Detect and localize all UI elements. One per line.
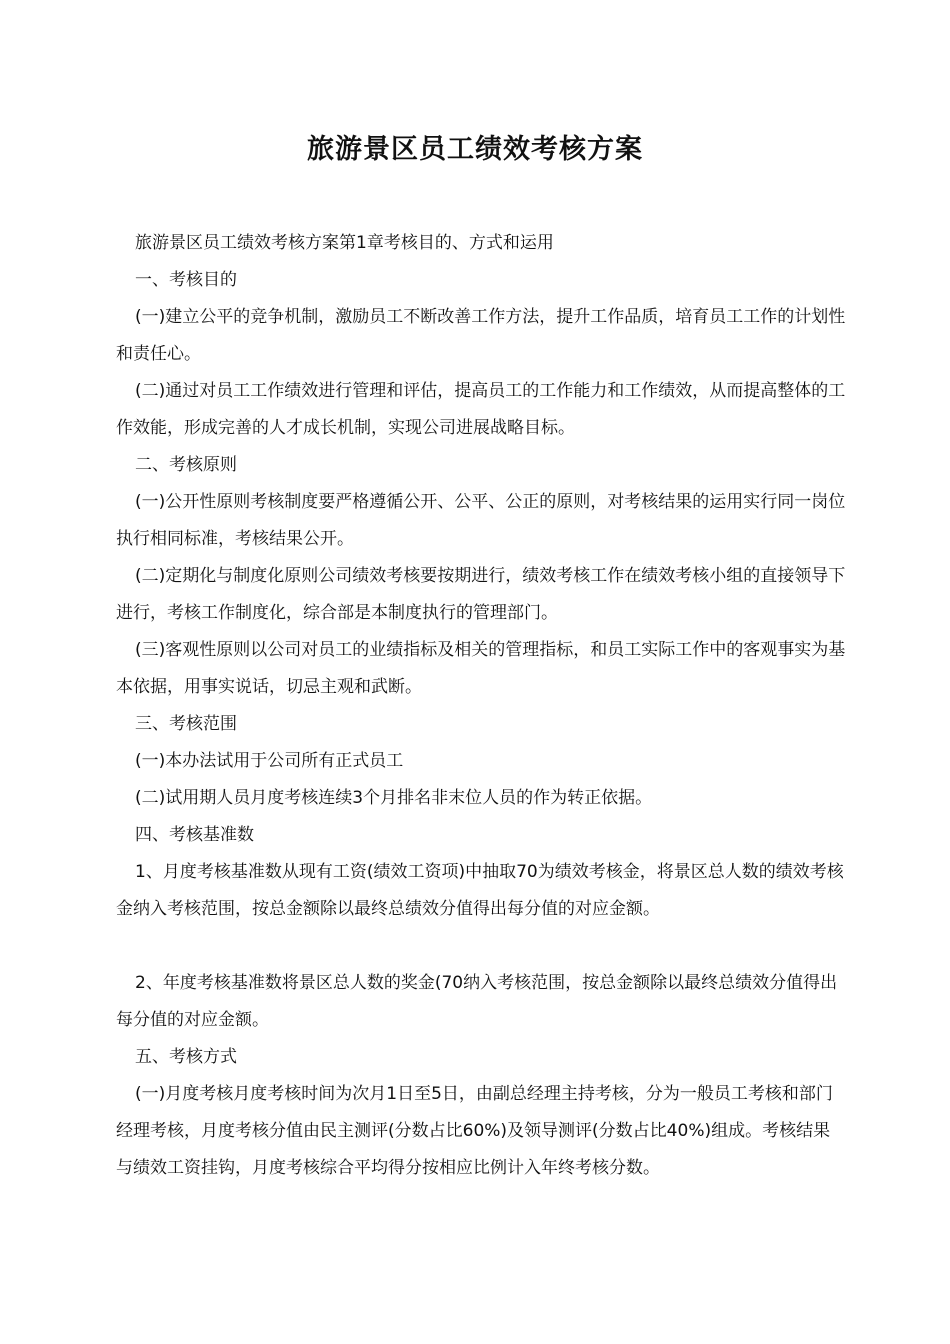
section-heading-scope: 三、考核范围 <box>135 714 237 734</box>
paragraph-purpose-1: (一)建立公平的竞争机制，激励员工不断改善工作方法，提升工作品质，培育员工工作的计划性和责任心。 <box>116 307 846 364</box>
document-body <box>116 225 846 1187</box>
section-heading-methods: 五、考核方式 <box>135 1047 237 1067</box>
paragraph-method-1: (一)月度考核月度考核时间为次月1日至5日，由副总经理主持考核，分为一般员工考核和部门经理考核，月度考核分值由民主测评(分数占比60%)及领导测评(分数占比40%)组成。考核结果与绩效工资挂钩，月度考核综合平均得分按相应比例计入年终考核分数。 <box>116 1084 833 1178</box>
document-title: 旅游景区员工绩效考核方案 <box>307 134 643 165</box>
paragraph-principle-2: (二)定期化与制度化原则公司绩效考核要按期进行，绩效考核工作在绩效考核小组的直接领导下进行，考核工作制度化，综合部是本制度执行的管理部门。 <box>116 566 846 623</box>
paragraph-baseline-2: 2、年度考核基准数将景区总人数的奖金(70纳入考核范围，按总金额除以最终总绩效分值得出每分值的对应金额。 <box>116 973 838 1030</box>
paragraph-principle-1: (一)公开性原则考核制度要严格遵循公开、公平、公正的原则，对考核结果的运用实行同一岗位执行相同标准，考核结果公开。 <box>116 492 846 549</box>
section-heading-baseline: 四、考核基准数 <box>135 825 254 845</box>
section-heading-principles: 二、考核原则 <box>135 455 237 475</box>
paragraph-scope-2: (二)试用期人员月度考核连续3个月排名非末位人员的作为转正依据。 <box>135 788 653 808</box>
paragraph-chapter-heading: 旅游景区员工绩效考核方案第1章考核目的、方式和运用 <box>135 233 554 253</box>
paragraph-scope-1: (一)本办法试用于公司所有正式员工 <box>135 751 404 771</box>
section-heading-purpose: 一、考核目的 <box>135 270 237 290</box>
paragraph-baseline-1: 1、月度考核基准数从现有工资(绩效工资项)中抽取70为绩效考核金，将景区总人数的绩效考核金纳入考核范围，按总金额除以最终总绩效分值得出每分值的对应金额。 <box>116 862 844 919</box>
paragraph-purpose-2: (二)通过对员工工作绩效进行管理和评估，提高员工的工作能力和工作绩效，从而提高整体的工作效能，形成完善的人才成长机制，实现公司进展战略目标。 <box>116 381 846 438</box>
paragraph-principle-3: (三)客观性原则以公司对员工的业绩指标及相关的管理指标，和员工实际工作中的客观事实为基本依据，用事实说话，切忌主观和武断。 <box>116 640 846 697</box>
